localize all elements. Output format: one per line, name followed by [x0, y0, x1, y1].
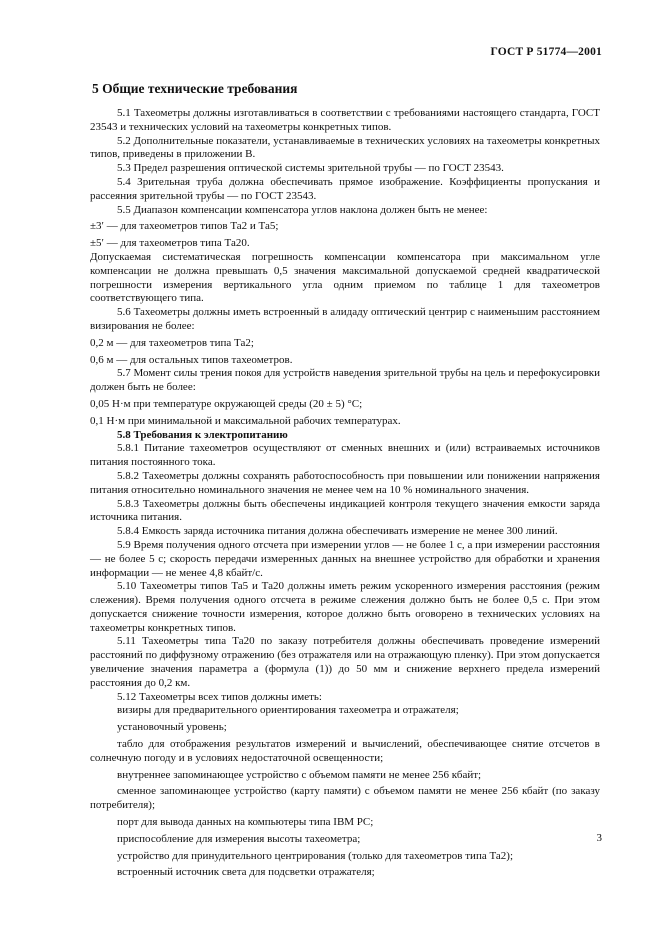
clause-5-7-item: 0,1 Н·м при минимальной и максимальной рабочих температурах. — [90, 414, 401, 427]
clause-5-8-1: 5.8.1 Питание тахеометров осуществляют от сменных внешних и (или) встраиваемых источников питания постоянного тока. — [90, 442, 600, 469]
clause-5-12-item: внутреннее запоминающее устройство с объемом памяти не менее 256 кбайт; — [117, 768, 482, 781]
section-title: 5 Общие технические требования — [92, 81, 298, 96]
clause-5-5: 5.5 Диапазон компенсации компенсатора углов наклона должен быть не менее: — [117, 203, 488, 216]
clause-5-12-item: встроенный источник света для подсветки отражателя; — [117, 866, 375, 879]
clause-5-5-note: Допускаемая систематическая погрешность компенсации компенсатора при максимальном угле компенсации не должна превышать 0,5 значения максимальной допускаемой средней квадратической погрешности измерения вертикального угла одним приемом по таблице 1 для тахеометров соответствующего типа. — [90, 250, 600, 305]
page-number: 3 — [596, 832, 602, 844]
clause-5-4: 5.4 Зрительная труба должна обеспечивать прямое изображение. Коэффициенты пропускания и рассеяния зрительной трубы — по ГОСТ 23543. — [90, 175, 600, 202]
clause-5-8-heading: 5.8 Требования к электропитанию — [117, 428, 288, 441]
clause-5-12-item: порт для вывода данных на компьютеры типа IBM PC; — [117, 816, 374, 829]
clause-5-12-item: визиры для предварительного ориентирования тахеометра и отражателя; — [117, 704, 459, 717]
clause-5-8-4: 5.8.4 Емкость заряда источника питания должна обеспечивать измерение не менее 300 линий. — [117, 525, 558, 538]
clause-5-5-item: ±3′ — для тахеометров типов Та2 и Та5; — [90, 220, 279, 233]
clause-5-6-item: 0,2 м — для тахеометров типа Та2; — [90, 336, 254, 349]
clause-5-9: 5.9 Время получения одного отсчета при измерении углов — не более 1 с, а при измерении расстояния — не более 5 с; скорость передачи измеренных данных на внешнее устройство для обработки и хранения информации — не менее 4,8 кбайт/с. — [90, 538, 600, 579]
clause-5-12-item: установочный уровень; — [117, 721, 227, 734]
clause-5-12-item: устройство для принудительного центрирования (только для тахеометров типа Та2); — [117, 849, 514, 862]
clause-5-8-2: 5.8.2 Тахеометры должны сохранять работоспособность при повышении или понижении напряжения питания относительно номинального значения не менее чем на 10 % номинального значения. — [90, 469, 600, 496]
clause-5-8-3: 5.8.3 Тахеометры должны быть обеспечены индикацией контроля текущего значения емкости заряда источника питания. — [90, 497, 600, 524]
clause-5-7-item: 0,05 Н·м при температуре окружающей среды (20 ± 5) °С; — [90, 397, 363, 410]
section-body — [90, 107, 600, 880]
clause-5-2: 5.2 Дополнительные показатели, устанавливаемые в технических условиях на тахеометры конкретных типов, приведены в приложении В. — [90, 134, 600, 161]
clause-5-12-item: приспособление для измерения высоты тахеометра; — [117, 832, 361, 845]
standard-number: ГОСТ Р 51774—2001 — [490, 46, 602, 58]
clause-5-7: 5.7 Момент силы трения покоя для устройств наведения зрительной трубы на цель и перефокусировки должен быть не более: — [90, 367, 600, 394]
clause-5-5-item: ±5′ — для тахеометров типа Та20. — [90, 237, 250, 250]
clause-5-3: 5.3 Предел разрешения оптической системы зрительной трубы — по ГОСТ 23543. — [117, 162, 504, 175]
clause-5-12-item: сменное запоминающее устройство (карту памяти) с объемом памяти не менее 256 кбайт (по заказу потребителя); — [90, 785, 600, 812]
clause-5-12: 5.12 Тахеометры всех типов должны иметь: — [117, 690, 322, 703]
clause-5-11: 5.11 Тахеометры типа Та20 по заказу потребителя должны обеспечивать проведение измерений расстояний по диффузному отражению (без отражателя или на отражающую пленку). При этом допускается увеличение значения параметра a (формула (1)) до 50 мм и снижение верхнего предела измерений расстояния до 0,2 км. — [90, 635, 600, 689]
clause-5-12-item: табло для отображения результатов измерений и вычислений, обеспечивающее снятие отсчетов в солнечную погоду и в условиях недостаточной освещенности; — [90, 738, 600, 764]
clause-5-10: 5.10 Тахеометры типов Та5 и Та20 должны иметь режим ускоренного измерения расстояния (режим слежения). Время получения одного отсчета в режиме слежения должно быть не более 0,5 с. При этом допускается снижение точности измерения, которое должно быть оговорено в технических условиях на тахеометры конкретных типов. — [90, 580, 600, 634]
clause-5-6: 5.6 Тахеометры должны иметь встроенный в алидаду оптический центрир с наименьшим расстоянием визирования не более: — [90, 306, 600, 332]
clause-5-1: 5.1 Тахеометры должны изготавливаться в соответствии с требованиями настоящего стандарта, ГОСТ 23543 и технических условий на тахеометры конкретных типов. — [90, 107, 600, 133]
clause-5-6-item: 0,6 м — для остальных типов тахеометров. — [90, 353, 293, 366]
